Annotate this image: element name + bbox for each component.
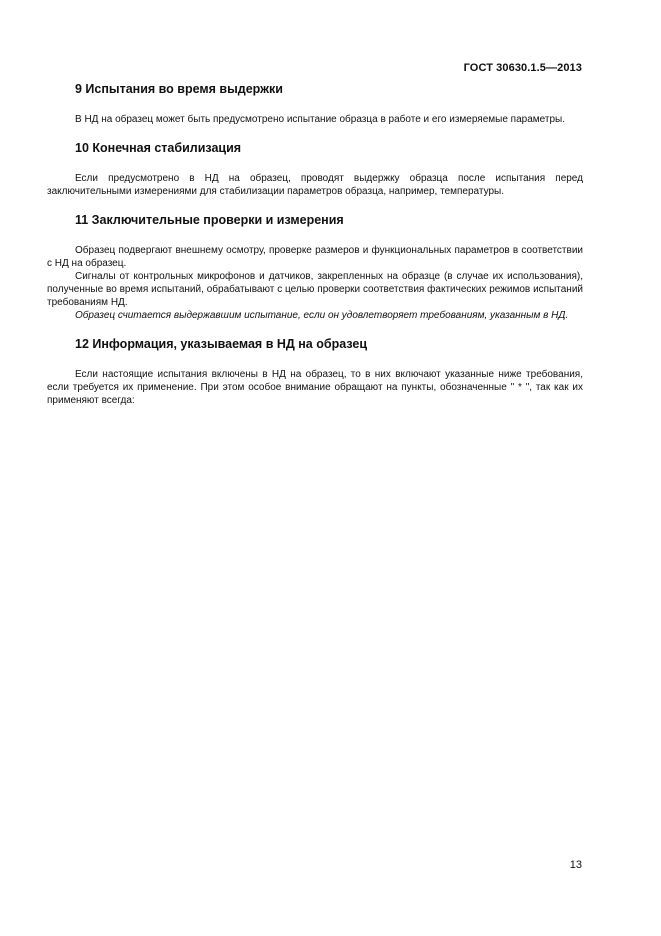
section-9 (47, 81, 583, 126)
paragraph: Сигналы от контрольных микрофонов и датчиков, закрепленных на образце (в случае их использования), полученные во время испытаний, обрабатывают с целью проверки соответствия фактических режимов испытаний требованиям НД. (47, 271, 583, 308)
paragraph: Если предусмотрено в НД на образец, проводят выдержку образца после испытания перед заключительными измерениями для стабилизации параметров образца, например, температуры. (47, 173, 583, 197)
section-heading: 9 Испытания во время выдержки (75, 82, 283, 96)
section-heading: 10 Конечная стабилизация (75, 141, 242, 155)
section-10 (47, 140, 583, 198)
document-body (47, 80, 583, 407)
standard-designation: ГОСТ 30630.1.5—2013 (463, 62, 582, 74)
section-heading: 12 Информация, указываемая в НД на образец (75, 337, 368, 351)
paragraph-italic: Образец считается выдержавшим испытание, если он удовлетворяет требованиям, указанным в НД. (75, 310, 569, 321)
paragraph: Если настоящие испытания включены в НД на образец, то в них включают указанные ниже требования, если требуется их применение. При этом особое внимание обращают на пункты, обозначенные " * ", так как их применяют всегда: (47, 369, 583, 406)
paragraph: Образец подвергают внешнему осмотру, проверке размеров и функциональных параметров в соответствии с НД на образец. (47, 245, 583, 269)
section-12 (47, 336, 583, 407)
page-number: 13 (569, 859, 582, 871)
section-heading: 11 Заключительные проверки и измерения (75, 213, 344, 227)
paragraph: В НД на образец может быть предусмотрено испытание образца в работе и его измеряемые параметры. (75, 114, 565, 125)
section-11 (47, 212, 583, 322)
